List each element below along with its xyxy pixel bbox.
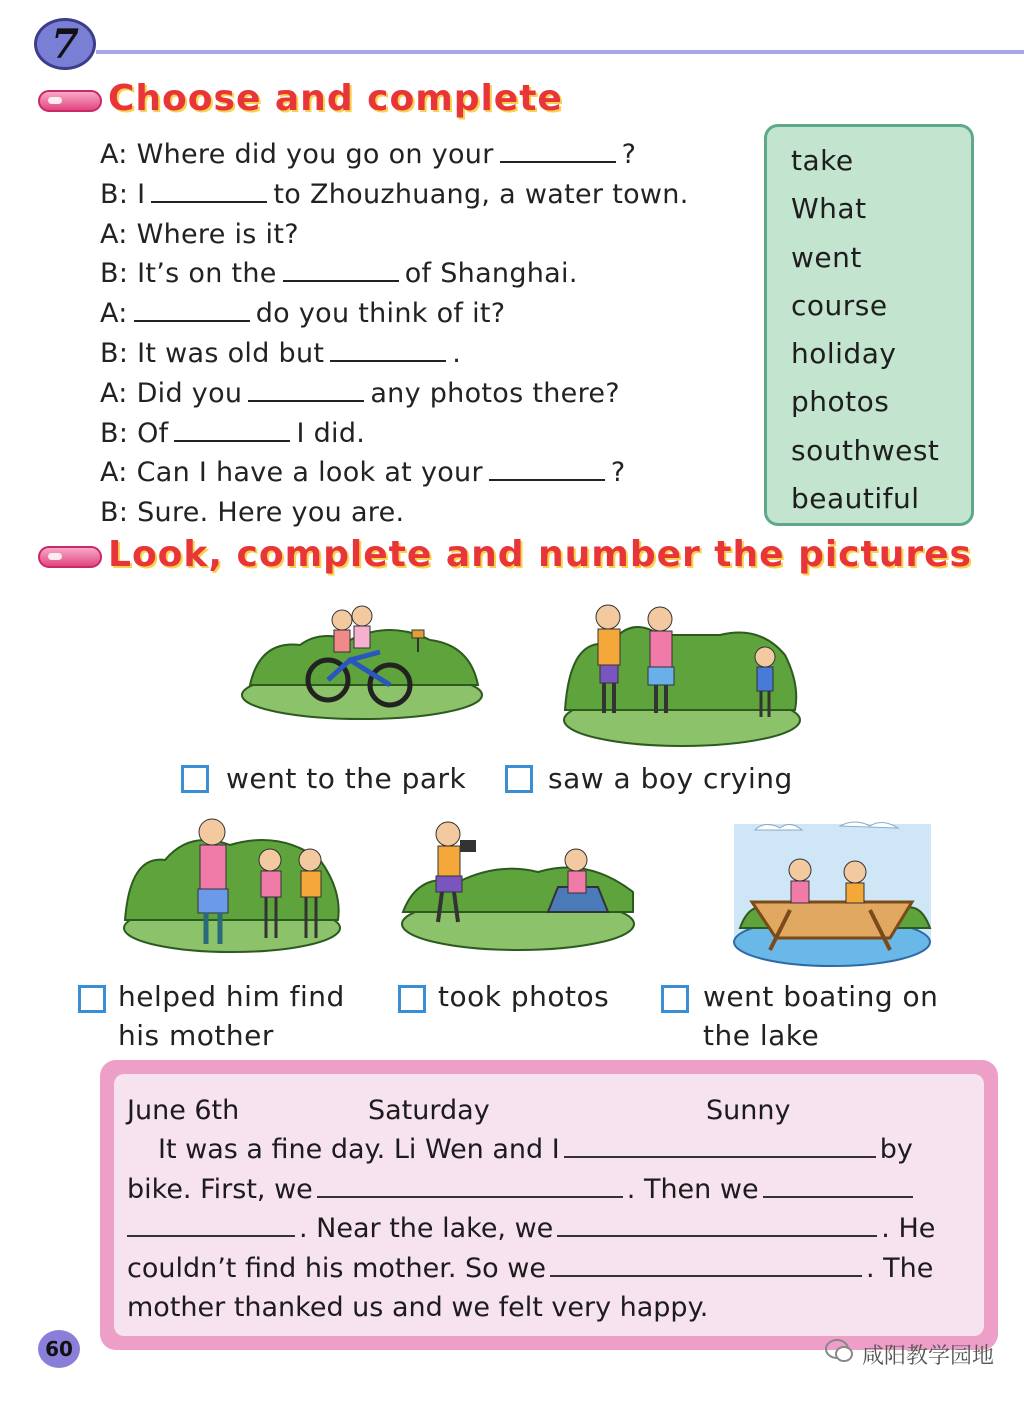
word-bank-item: course [791,288,888,322]
word-bank-item: southwest [791,433,940,467]
dialogue-line-7 [100,374,760,414]
caption-line: his mother [118,1019,274,1052]
diary-day: Saturday [368,1095,490,1126]
picture-boating [730,820,935,970]
line-text: do you think of it? [255,298,506,330]
watermark-text: 咸阳教学园地 [861,1343,994,1369]
caption-line: went boating on [703,980,939,1013]
number-checkbox[interactable] [78,985,106,1013]
diary-line-4 [127,1249,933,1289]
diary-text: It was a fine day. Li Wen and I [158,1134,560,1165]
section-bullet-icon [38,90,102,112]
word-bank-item: take [791,144,854,177]
diary-blank[interactable] [317,1170,623,1198]
line-text: A: [100,298,128,330]
diary-weather: Sunny [706,1095,791,1126]
diary-text: bike. First, we [127,1174,313,1205]
watermark [824,1338,994,1370]
dialogue-line-3 [100,215,760,255]
caption-went-boating [703,977,938,1055]
word-bank-item: What [791,192,867,226]
diary-text: couldn’t find his mother. So we [127,1253,546,1284]
picture-took-photos [398,812,638,952]
diary-text: . He [881,1213,936,1244]
answer-blank[interactable] [134,294,250,322]
line-text: B: It’s on the [100,258,277,290]
section2-title: Look, complete and number the pictures [108,534,972,575]
diary-blank[interactable] [550,1249,862,1277]
page-number: 60 [38,1330,80,1368]
answer-blank[interactable] [330,334,446,362]
line-text: A: Can I have a look at your [100,457,483,489]
number-checkbox[interactable] [505,765,533,793]
picture-boy-crying [560,595,805,750]
diary-line-2 [127,1170,917,1210]
diary-blank[interactable] [763,1170,913,1198]
line-text: B: Sure. Here you are. [100,497,405,529]
word-bank-item: beautiful [791,482,920,516]
line-text: to Zhouzhuang, a water town. [273,178,689,210]
line-text: A: Where is it? [100,218,299,250]
diary-line-5: mother thanked us and we felt very happy. [127,1292,709,1323]
word-bank-item: photos [791,385,890,419]
caption-saw-boy-crying: saw a boy crying [548,762,793,795]
line-text: any photos there? [370,377,620,409]
word-bank-item: holiday [791,337,897,371]
number-checkbox[interactable] [181,765,209,793]
line-text: . [452,337,462,369]
answer-blank[interactable] [500,135,616,163]
answer-blank[interactable] [151,175,267,203]
diary-text: . Then we [626,1174,759,1205]
dialogue-line-5 [100,294,760,334]
caption-went-to-park: went to the park [226,762,467,795]
caption-line: the lake [703,1019,820,1052]
dialogue [100,135,760,533]
line-text: B: I [100,178,146,210]
caption-took-photos: took photos [438,980,610,1013]
diary-text: . Near the lake, we [299,1213,554,1244]
diary-blank[interactable] [564,1130,876,1158]
section1-title: Choose and complete [108,78,563,119]
section-bullet-icon [38,546,102,568]
number-checkbox[interactable] [661,985,689,1013]
header-rule [96,50,1024,54]
number-checkbox[interactable] [398,985,426,1013]
diary-date: June 6th [127,1095,240,1126]
caption-line: helped him find [118,980,345,1013]
dialogue-line-9 [100,453,760,493]
diary-text: by [879,1134,913,1165]
answer-blank[interactable] [489,453,605,481]
dialogue-line-1 [100,135,760,175]
line-text: of Shanghai. [404,258,578,290]
answer-blank[interactable] [283,254,399,282]
line-text: B: Of [100,417,169,449]
line-text: A: Where did you go on your [100,139,494,170]
word-bank-item: went [791,240,862,274]
dialogue-line-10 [100,493,760,533]
dialogue-line-6 [100,334,760,374]
answer-blank[interactable] [248,374,364,402]
answer-blank[interactable] [174,414,290,442]
line-text: ? [610,457,626,489]
diary-text: . The [865,1253,934,1284]
caption-helped-find [118,977,345,1055]
diary-blank[interactable] [127,1209,295,1237]
line-text: ? [621,139,637,170]
dialogue-line-2 [100,175,760,215]
diary-line-1 [158,1130,913,1170]
line-text: A: Did you [100,377,243,409]
chat-bubble-icon [824,1338,854,1370]
picture-bike-ride [240,590,485,720]
line-text: B: It was old but [100,337,325,369]
dialogue-line-8 [100,414,760,454]
dialogue-line-4 [100,254,760,294]
picture-helped-find-mother [120,810,345,955]
unit-number-badge: 7 [34,18,96,70]
diary-blank[interactable] [557,1209,877,1237]
line-text: I did. [296,417,366,449]
diary-line-3 [127,1209,935,1249]
word-bank [764,124,974,526]
